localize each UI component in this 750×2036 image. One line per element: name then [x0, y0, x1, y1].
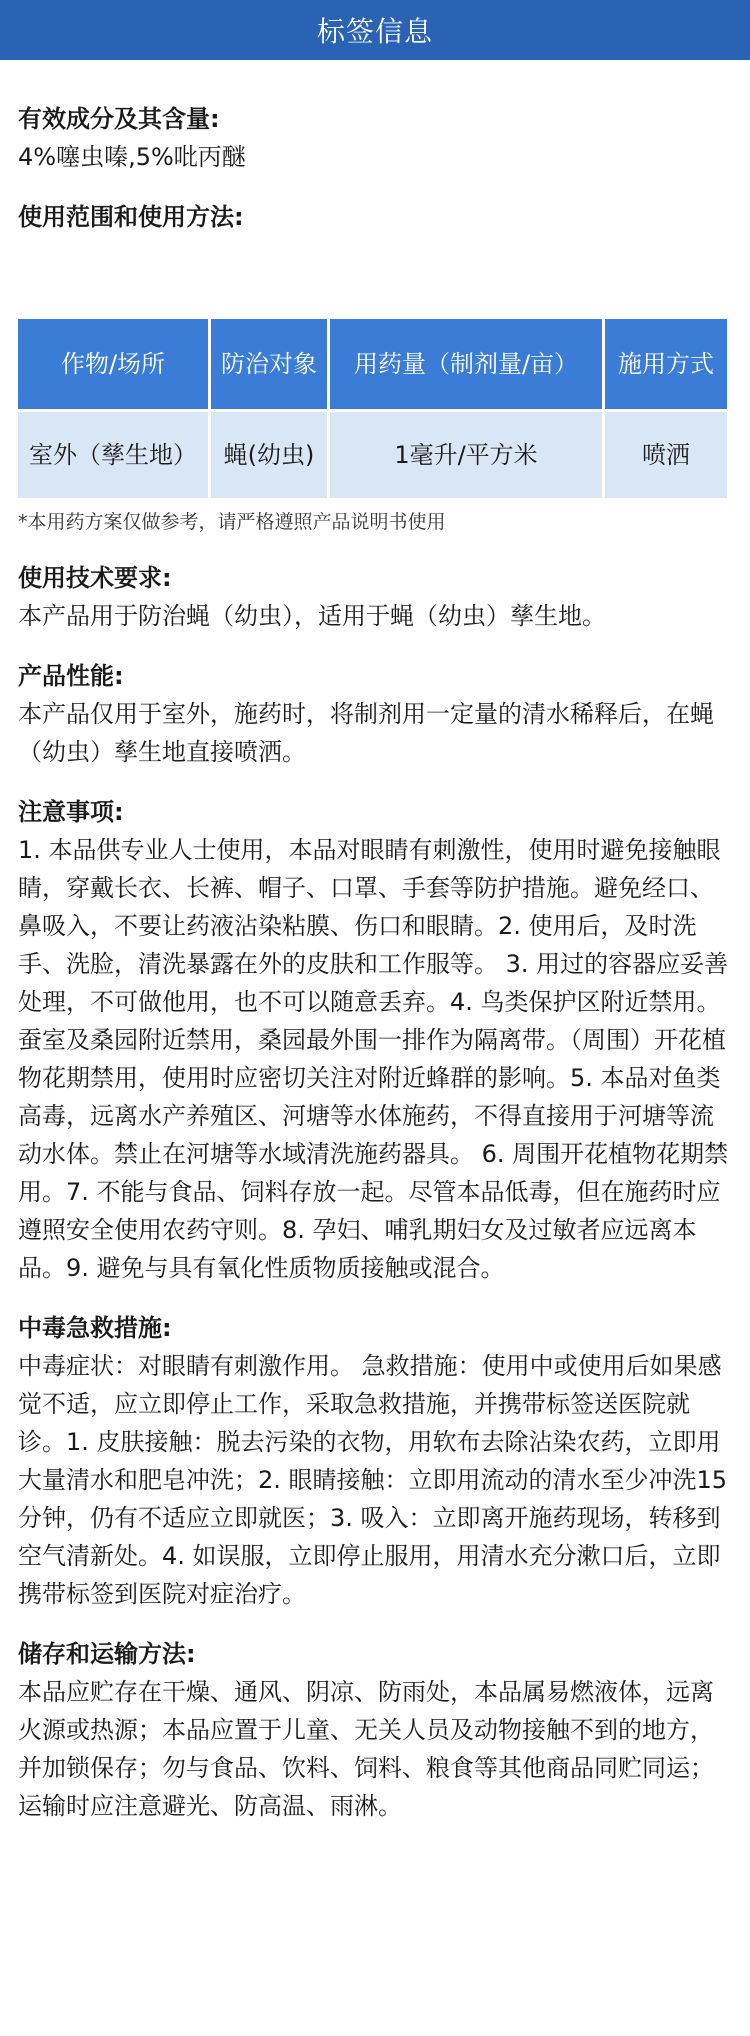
- cautions-section: [18, 793, 732, 1287]
- col-header-crop: 作物/场所: [18, 319, 208, 409]
- usage-title: 使用范围和使用方法:: [18, 203, 244, 231]
- cautions-title: 注意事项:: [18, 798, 124, 826]
- cell-method: 喷洒: [605, 412, 727, 498]
- page-header: [0, 0, 750, 60]
- performance-title: 产品性能:: [18, 662, 124, 690]
- storage-body: 本品应贮存在干燥、通风、阴凉、防雨处，本品属易燃液体，远离火源或热源；本品应置于儿童、无关人员及动物接触不到的地方，并加锁保存；勿与食品、饮料、饲料、粮食等其他商品同贮同运；运输时应注意避光、防高温、雨淋。: [18, 1678, 714, 1820]
- performance-body: 本产品仅用于室外，施药时，将制剂用一定量的清水稀释后，在蝇（幼虫）孳生地直接喷洒。: [18, 700, 714, 766]
- ingredients-section: [18, 100, 732, 176]
- dose-table: [15, 316, 730, 501]
- cell-dosage: 1毫升/平方米: [330, 412, 602, 498]
- col-header-dosage: 用药量（制剂量/亩）: [330, 319, 602, 409]
- label-content: [0, 100, 750, 1825]
- first-aid-title: 中毒急救措施:: [18, 1314, 172, 1342]
- table-row: [18, 412, 727, 498]
- col-header-method: 施用方式: [605, 319, 727, 409]
- ingredients-body: 4%噻虫嗪,5%吡丙醚: [18, 143, 246, 171]
- dose-table-section: [18, 316, 732, 537]
- page-title: 标签信息: [316, 15, 433, 48]
- cautions-body: 1. 本品供专业人士使用，本品对眼睛有刺激性，使用时避免接触眼睛，穿戴长衣、长裤、帽子、口罩、手套等防护措施。避免经口、鼻吸入，不要让药液沾染粘膜、伤口和眼睛。2. 使用后，及时洗手、洗脸，清洗暴露在外的皮肤和工作服等。 3. 用过的容器应妥善处理，不可做他用，也不可以随意丢弃。4. 鸟类保护区附近禁用。蚕室及桑园附近禁用，桑园最外围一排作为隔离带。（周围）开花植物花期禁用，使用时应密切关注对附近蜂群的影响。5. 本品对鱼类高毒，远离水产养殖区、河塘等水体施药，不得直接用于河塘等流动水体。禁止在河塘等水域清洗施药器具。 6. 周围开花植物花期禁用。7. 不能与食品、饲料存放一起。尽管本品低毒，但在施药时应遵照安全使用农药守则。8. 孕妇、哺乳期妇女及过敏者应远离本品。9. 避免与具有氧化性质物质接触或混合。: [18, 836, 729, 1282]
- performance-section: [18, 657, 732, 771]
- cell-crop: 室外（孳生地）: [18, 412, 208, 498]
- first-aid-section: [18, 1309, 732, 1613]
- tech-body: 本产品用于防治蝇（幼虫），适用于蝇（幼虫）孳生地。: [18, 602, 606, 630]
- table-header-row: [18, 319, 727, 409]
- storage-section: [18, 1635, 732, 1825]
- table-note: *本用药方案仅做参考，请严格遵照产品说明书使用: [18, 511, 446, 533]
- first-aid-body: 中毒症状：对眼睛有刺激作用。 急救措施：使用中或使用后如果感觉不适，应立即停止工作，采取急救措施，并携带标签送医院就诊。1. 皮肤接触：脱去污染的衣物，用软布去除沾染农药，立即用大量清水和肥皂冲洗；2. 眼睛接触：立即用流动的清水至少冲洗15分钟，仍有不适应立即就医；3. 吸入：立即离开施药现场，转移到空气清新处。4. 如误服，立即停止服用，用清水充分漱口后，立即携带标签到医院对症治疗。: [18, 1352, 728, 1608]
- storage-title: 储存和运输方法:: [18, 1640, 196, 1668]
- col-header-target: 防治对象: [211, 319, 327, 409]
- tech-title: 使用技术要求:: [18, 564, 172, 592]
- tech-section: [18, 559, 732, 635]
- usage-section: [18, 198, 732, 236]
- ingredients-title: 有效成分及其含量:: [18, 105, 220, 133]
- cell-target: 蝇(幼虫): [211, 412, 327, 498]
